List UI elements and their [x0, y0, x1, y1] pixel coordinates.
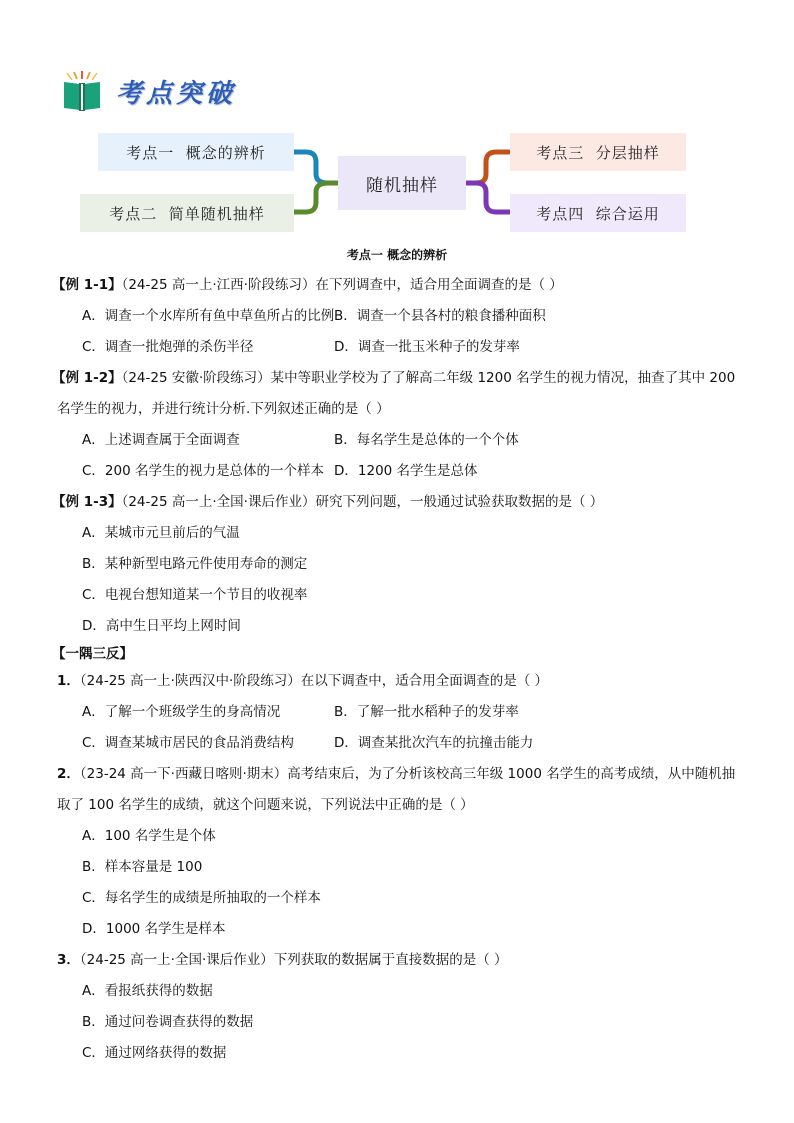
header-title: 考点突破: [116, 78, 237, 109]
example-1-1-options-row-1: [57, 301, 747, 332]
practice-3-stem: 3．（24-25 高一上·全国·课后作业）下列获取的数据属于直接数据的是（ ）: [57, 952, 508, 968]
mind-map: [0, 0, 794, 240]
option-c: C．电视台想知道某一个节目的收视率: [82, 587, 308, 603]
option-b: B．样本容量是 100: [82, 859, 203, 875]
option-b: B．通过问卷调查获得的数据: [82, 1014, 254, 1030]
option-a: A．看报纸获得的数据: [82, 983, 213, 999]
mindmap-node-point-2: 考点二 简单随机抽样: [80, 194, 294, 232]
mindmap-center-node: 随机抽样: [338, 156, 466, 210]
option-a: A．某城市元旦前后的气温: [82, 525, 240, 541]
practice-1-options-row-2: [57, 728, 747, 759]
mindmap-node-point-1: 考点一 概念的辨析: [98, 133, 294, 171]
mindmap-node-point-3: 考点三 分层抽样: [510, 133, 686, 171]
option-d: D．高中生日平均上网时间: [82, 618, 241, 634]
mindmap-node-point-4: 考点四 综合运用: [510, 194, 686, 232]
option-b: B．每名学生是总体的一个个体: [334, 432, 519, 448]
option-a: A．上述调查属于全面调查: [82, 432, 240, 448]
example-1-2-stem: 【例 1-2】（24-25 安徽·阶段练习）某中等职业学校为了了解高二年级 1200 名学生的视力情况，抽查了其中 200: [52, 370, 736, 386]
option-b: B．某种新型电路元件使用寿命的测定: [82, 556, 308, 572]
option-d: D．1000 名学生是样本: [82, 921, 226, 937]
practice-1-stem: 1．（24-25 高一上·陕西汉中·阶段练习）在以下调查中，适合用全面调查的是（ ）: [57, 673, 549, 689]
practice-2-stem: 2．（23-24 高一下·西藏日喀则·期末）高考结束后，为了分析该校高三年级 1000 名学生的高考成绩，从中随机抽: [57, 766, 736, 782]
example-1-2-stem-continued: 名学生的视力，并进行统计分析.下列叙述正确的是（ ）: [57, 401, 390, 417]
option-b: B．了解一批水稻种子的发芽率: [334, 704, 519, 720]
practice-2-stem-continued: 取了 100 名学生的成绩，就这个问题来说，下列说法中正确的是（ ）: [57, 797, 474, 813]
option-c: C．调查某城市居民的食品消费结构: [82, 735, 294, 751]
option-d: D．1200 名学生是总体: [334, 463, 478, 479]
option-a: A．了解一个班级学生的身高情况: [82, 704, 281, 720]
option-c: C．200 名学生的视力是总体的一个样本: [82, 463, 324, 479]
option-d: D．调查某批次汽车的抗撞击能力: [334, 735, 534, 751]
example-1-3-stem: 【例 1-3】（24-25 高一上·全国·课后作业）研究下列问题，一般通过试验获取数据的是（ ）: [52, 494, 604, 510]
example-1-2-options-row-1: [57, 425, 747, 456]
example-1-2-options-row-2: [57, 456, 747, 487]
option-b: B．调查一个县各村的粮食播种面积: [334, 308, 546, 324]
option-a: A．调查一个水库所有鱼中草鱼所占的比例: [82, 308, 335, 324]
option-c: C．每名学生的成绩是所抽取的一个样本: [82, 890, 321, 906]
example-1-1-stem: 【例 1-1】（24-25 高一上·江西·阶段练习）在下列调查中，适合用全面调查的是（ ）: [52, 277, 563, 293]
practice-1-options-row-1: [57, 697, 747, 728]
option-c: C．调查一批炮弹的杀伤半径: [82, 339, 254, 355]
document-content: [52, 270, 747, 1069]
example-1-1-options-row-2: [57, 332, 747, 363]
practice-heading: 【一隅三反】: [52, 646, 133, 662]
section-title: 考点一 概念的辨析: [346, 248, 448, 262]
option-c: C．通过网络获得的数据: [82, 1045, 227, 1061]
option-d: D．调查一批玉米种子的发芽率: [334, 339, 520, 355]
option-a: A．100 名学生是个体: [82, 828, 216, 844]
